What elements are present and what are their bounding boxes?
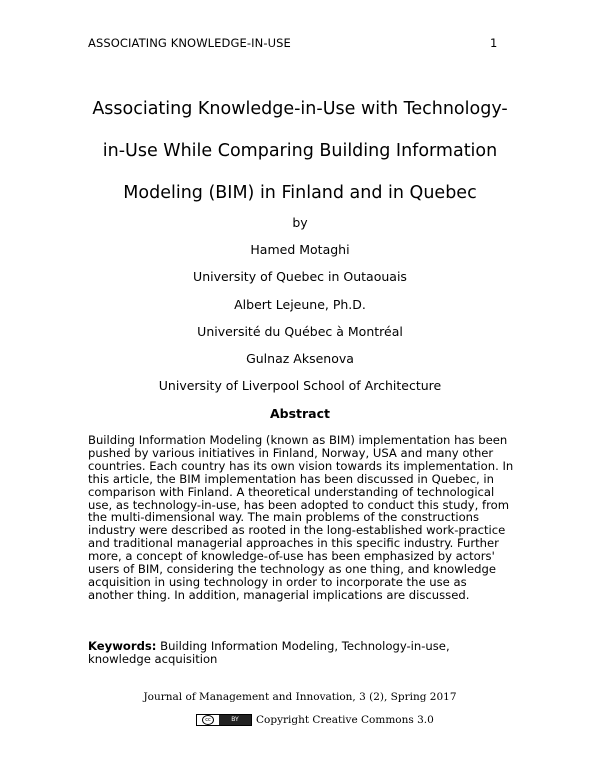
author-affiliation: University of Quebec in Outaouais: [193, 269, 407, 284]
title-line-1: Associating Knowledge-in-Use with Technology-: [92, 99, 508, 119]
journal-citation: Journal of Management and Innovation, 3 (2), Spring 2017: [143, 691, 457, 703]
keywords-text: Building Information Modeling, Technology-in-use, knowledge acquisition: [88, 639, 450, 666]
title-line-2: in-Use While Comparing Building Information: [102, 141, 498, 161]
byline-by: by: [292, 215, 308, 230]
author-name: Gulnaz Aksenova: [246, 351, 354, 366]
author-affiliation: Université du Québec à Montréal: [197, 324, 403, 339]
paper-title: [60, 88, 540, 214]
author-name: Hamed Motaghi: [250, 242, 350, 257]
author-affiliation: University of Liverpool School of Architecture: [158, 378, 442, 393]
creative-commons-badge-icon: [196, 714, 252, 726]
keywords-label: Keywords:: [88, 639, 157, 653]
copyright-text: Copyright Creative Commons 3.0: [256, 714, 434, 726]
author-name: Albert Lejeune, Ph.D.: [234, 297, 366, 312]
abstract-heading: Abstract: [269, 406, 331, 421]
title-line-3: Modeling (BIM) in Finland and in Quebec: [123, 183, 477, 203]
running-head: ASSOCIATING KNOWLEDGE-IN-USE: [88, 36, 291, 50]
abstract-text: Building Information Modeling (known as BIM) implementation has been pushed by various initiatives in Finland, Norway, USA and many other countries. Each country has its own vision towards its implementation. In this article, the BIM implementation has been discussed in Quebec, in comparison with Finland. A theoretical understanding of technological use, as technology-in-use, has been adopted to conduct this study, from the multi-dimensional way. The main problems of the constructions industry were described as rooted in the long-established work-practice and traditional managerial approaches in this specific industry. Further more, a concept of knowledge-of-use has been emphasized by actors' users of BIM, considering the technology as one thing, and knowledge acquisition in using technology in order to incorporate the use as another thing. In addition, managerial implications are discussed.: [88, 433, 514, 602]
page-number: 1: [490, 36, 498, 50]
cc-badge-by: BY: [219, 715, 251, 725]
keywords: [88, 640, 514, 666]
cc-badge-mark: cc: [202, 715, 214, 725]
license-line: [196, 714, 434, 726]
